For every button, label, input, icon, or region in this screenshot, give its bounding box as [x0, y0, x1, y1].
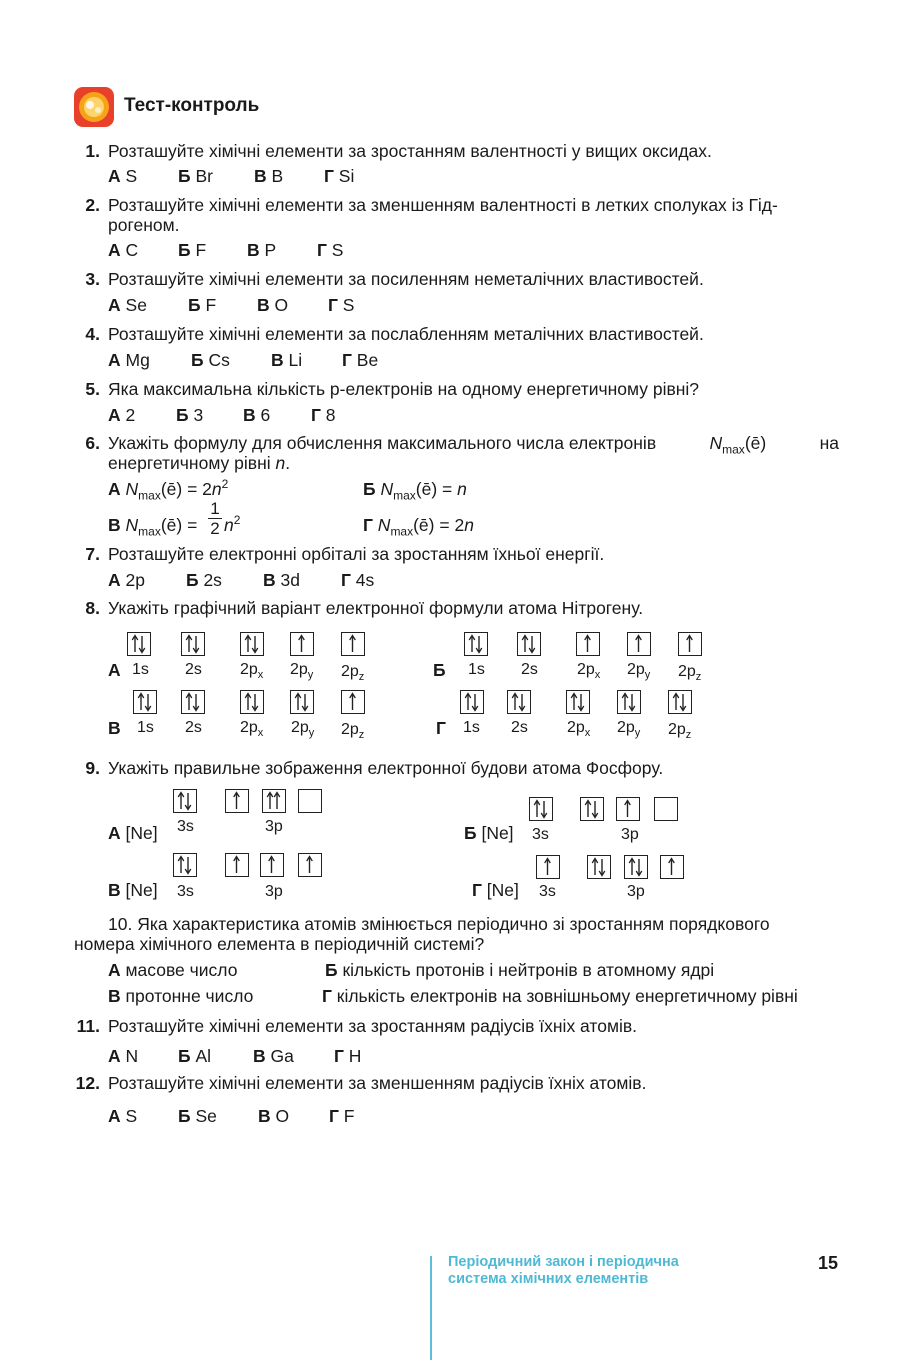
option-value: Be: [356, 350, 379, 370]
option-value: Ga: [270, 1046, 294, 1066]
fraction: 1 2: [208, 500, 222, 539]
option-letter: В: [243, 405, 256, 425]
question-text: Розташуйте хімічні елементи за посиленням неметалічних властивостей.: [108, 269, 704, 289]
orbital-box: [654, 797, 678, 821]
question-text: 10. Яка характеристика атомів змінюється періодично зі зростанням порядкового: [108, 914, 770, 934]
question-number: 4.: [85, 324, 100, 344]
option-letter: А: [108, 1046, 121, 1066]
orbital-box: [580, 797, 604, 821]
config-label: Г [Ne]: [472, 880, 519, 900]
option-value: Li: [288, 350, 303, 370]
formula-option-g: Г $N_{max}(ē) = 2n$: [363, 515, 474, 539]
variant-letter: Г: [436, 718, 446, 738]
orbital-box: [173, 789, 197, 813]
option-value: 2p: [125, 570, 145, 590]
option-letter: А: [108, 570, 121, 590]
answer-option: А масове число: [108, 960, 238, 980]
variant-letter: А: [108, 660, 121, 680]
orbital-box: [290, 690, 314, 714]
option-letter: В: [253, 1046, 266, 1066]
option-letter: В: [258, 1106, 271, 1126]
option-letter: Б: [188, 295, 201, 315]
option-value: Se: [125, 295, 147, 315]
page-title: Тест-контроль: [124, 95, 260, 116]
question-text: Розташуйте хімічні елементи за послабленням металічних властивостей.: [108, 324, 704, 344]
orbital-box: [181, 632, 205, 656]
question-text: Укажіть правильне зображення електронної будови атома Фосфору.: [108, 758, 664, 778]
option-letter: Б: [191, 350, 204, 370]
question-number: 8.: [85, 598, 100, 618]
question-text: Укажіть формулу для обчислення максимального числа електронів $N_{max}(ē)$ на: [108, 433, 839, 457]
question-text: Розташуйте хімічні елементи за зростанням радіусів їхніх атомів.: [108, 1016, 638, 1036]
orbital-box: [341, 632, 365, 656]
option-value: F: [195, 240, 207, 260]
question-number: 12.: [75, 1073, 100, 1093]
sublevel-label: 3p: [621, 826, 639, 843]
orbital-box: [298, 853, 322, 877]
orbital-label: $2p_y$: [291, 719, 315, 740]
option-letter: А: [108, 240, 121, 260]
question-number: 7.: [85, 544, 100, 564]
option-value: O: [275, 1106, 290, 1126]
option-letter: А: [108, 350, 121, 370]
orbital-box: [517, 632, 541, 656]
option-letter: Г: [334, 1046, 344, 1066]
orbital-label: $2p_z$: [341, 721, 365, 742]
orbital-box: [616, 797, 640, 821]
question-text-cont: енергетичному рівні n.: [108, 453, 291, 473]
sublevel-label: 3p: [265, 883, 283, 900]
orbital-box: [260, 853, 284, 877]
orbital-box: [298, 789, 322, 813]
orbital-box: [660, 855, 684, 879]
answer-option: Б кількість протонів і нейтронів в атомному ядрі: [325, 960, 715, 980]
orbital-label: $2p_y$: [290, 661, 314, 682]
option-letter: Г: [328, 295, 338, 315]
question-number: 6.: [85, 433, 100, 453]
orbital-box: [127, 632, 151, 656]
orbital-box: [627, 632, 651, 656]
option-value: C: [125, 240, 139, 260]
orbital-label: $2p_x$: [240, 661, 264, 682]
orbital-box: [678, 632, 702, 656]
option-letter: В: [271, 350, 284, 370]
question-number: 2.: [85, 195, 100, 215]
orbital-label: $2p_z$: [678, 663, 702, 684]
question-text: Розташуйте хімічні елементи за зменшенням валентності в летких сполуках із Гід-: [108, 195, 778, 215]
option-letter: Г: [342, 350, 352, 370]
option-value: P: [264, 240, 277, 260]
option-value: 6: [260, 405, 271, 425]
sublevel-label: 3s: [532, 826, 549, 843]
option-letter: В: [263, 570, 276, 590]
formula-option-v: В $N_{max}(ē)$ =: [108, 515, 198, 539]
option-value: N: [125, 1046, 139, 1066]
sublevel-label: 3s: [177, 883, 194, 900]
option-value: Br: [195, 166, 213, 186]
option-value: 4s: [355, 570, 375, 590]
question-number: 9.: [85, 758, 100, 778]
orbital-box: [290, 632, 314, 656]
option-value: 8: [325, 405, 336, 425]
option-letter: А: [108, 295, 121, 315]
option-value: H: [348, 1046, 362, 1066]
orbital-label: 1s: [132, 661, 149, 678]
orbital-label: 1s: [463, 719, 480, 736]
question-text: Яка максимальна кількість р-електронів на одному енергетичному рівні?: [108, 379, 700, 399]
footer-chapter-title: Періодичний закон і періодична система хімічних елементів: [448, 1254, 679, 1287]
option-letter: Б: [178, 1106, 191, 1126]
question-number: 1.: [85, 141, 100, 161]
orbital-label: $2p_y$: [617, 719, 641, 740]
config-label: В [Ne]: [108, 880, 158, 900]
orbital-label: 2s: [185, 661, 202, 678]
orbital-label: $2p_x$: [567, 719, 591, 740]
formula-option-b: Б $N_{max}(ē) = n$: [363, 479, 467, 503]
question-text-cont: рогеном.: [108, 215, 180, 235]
option-value: 2: [125, 405, 136, 425]
orbital-box: [624, 855, 648, 879]
test-control-icon: [73, 86, 115, 128]
option-letter: Б: [178, 166, 191, 186]
orbital-label: 2s: [521, 661, 538, 678]
orbital-box: [529, 797, 553, 821]
orbital-box: [460, 690, 484, 714]
orbital-box: [536, 855, 560, 879]
orbital-box: [617, 690, 641, 714]
option-value: 3d: [280, 570, 300, 590]
option-value: Si: [338, 166, 355, 186]
sublevel-label: 3s: [177, 818, 194, 835]
option-value: 3: [193, 405, 204, 425]
question-number: 3.: [85, 269, 100, 289]
option-letter: Б: [176, 405, 189, 425]
orbital-label: 1s: [137, 719, 154, 736]
config-label: А [Ne]: [108, 823, 158, 843]
option-value: S: [125, 166, 138, 186]
orbital-label: 2s: [511, 719, 528, 736]
orbital-box: [668, 690, 692, 714]
question-number: 11.: [76, 1016, 100, 1036]
question-number: 5.: [85, 379, 100, 399]
option-letter: Г: [317, 240, 327, 260]
question-text: Розташуйте електронні орбіталі за зростанням їхньої енергії.: [108, 544, 605, 564]
option-value: Se: [195, 1106, 217, 1126]
orbital-box: [133, 690, 157, 714]
orbital-label: $2p_x$: [577, 661, 601, 682]
option-value: S: [331, 240, 344, 260]
orbital-box: [225, 789, 249, 813]
variant-letter: Б: [433, 660, 446, 680]
option-value: O: [274, 295, 289, 315]
option-value: 2s: [203, 570, 222, 590]
sublevel-label: 3p: [265, 818, 283, 835]
question-text: Розташуйте хімічні елементи за зменшенням радіусів їхніх атомів.: [108, 1073, 647, 1093]
page-number: 15: [818, 1253, 839, 1273]
orbital-label: $2p_x$: [240, 719, 264, 740]
formula-option-a: А $N_{max}(ē) = 2n^2$: [108, 477, 229, 503]
orbital-label: $2p_z$: [341, 663, 365, 684]
option-letter: Б: [186, 570, 199, 590]
option-letter: А: [108, 405, 121, 425]
orbital-box: [173, 853, 197, 877]
question-text: Розташуйте хімічні елементи за зростанням валентності у вищих оксидах.: [108, 141, 712, 161]
orbital-label: 1s: [468, 661, 485, 678]
option-letter: Г: [311, 405, 321, 425]
option-value: S: [125, 1106, 138, 1126]
orbital-box: [225, 853, 249, 877]
orbital-label: $2p_z$: [668, 721, 692, 742]
option-value: Cs: [208, 350, 230, 370]
option-letter: Г: [341, 570, 351, 590]
orbital-label: $2p_y$: [627, 661, 651, 682]
option-letter: В: [257, 295, 270, 315]
sublevel-label: 3s: [539, 883, 556, 900]
footer-divider: [430, 1256, 432, 1360]
config-label: Б [Ne]: [464, 823, 514, 843]
option-letter: Б: [178, 1046, 191, 1066]
orbital-box: [566, 690, 590, 714]
option-value: Al: [195, 1046, 212, 1066]
question-text-cont: номера хімічного елемента в періодичній системі?: [74, 934, 485, 954]
option-letter: Г: [324, 166, 334, 186]
option-value: F: [205, 295, 217, 315]
orbital-box: [587, 855, 611, 879]
orbital-box: [262, 789, 286, 813]
orbital-box: [576, 632, 600, 656]
option-value: Mg: [125, 350, 150, 370]
orbital-box: [240, 690, 264, 714]
sublevel-label: 3p: [627, 883, 645, 900]
option-value: S: [342, 295, 355, 315]
question-text: Укажіть графічний варіант електронної формули атома Нітрогену.: [108, 598, 644, 618]
option-letter: В: [254, 166, 267, 186]
option-letter: Г: [329, 1106, 339, 1126]
orbital-box: [341, 690, 365, 714]
answer-option: Г кількість електронів на зовнішньому енергетичному рівні: [322, 986, 798, 1006]
option-letter: Б: [178, 240, 191, 260]
orbital-box: [507, 690, 531, 714]
option-letter: А: [108, 166, 121, 186]
orbital-box: [181, 690, 205, 714]
answer-option: В протонне число: [108, 986, 254, 1006]
option-value: F: [343, 1106, 355, 1126]
option-letter: А: [108, 1106, 121, 1126]
option-value: B: [271, 166, 284, 186]
option-letter: В: [247, 240, 260, 260]
orbital-box: [464, 632, 488, 656]
orbital-label: 2s: [185, 719, 202, 736]
orbital-box: [240, 632, 264, 656]
variant-letter: В: [108, 718, 121, 738]
